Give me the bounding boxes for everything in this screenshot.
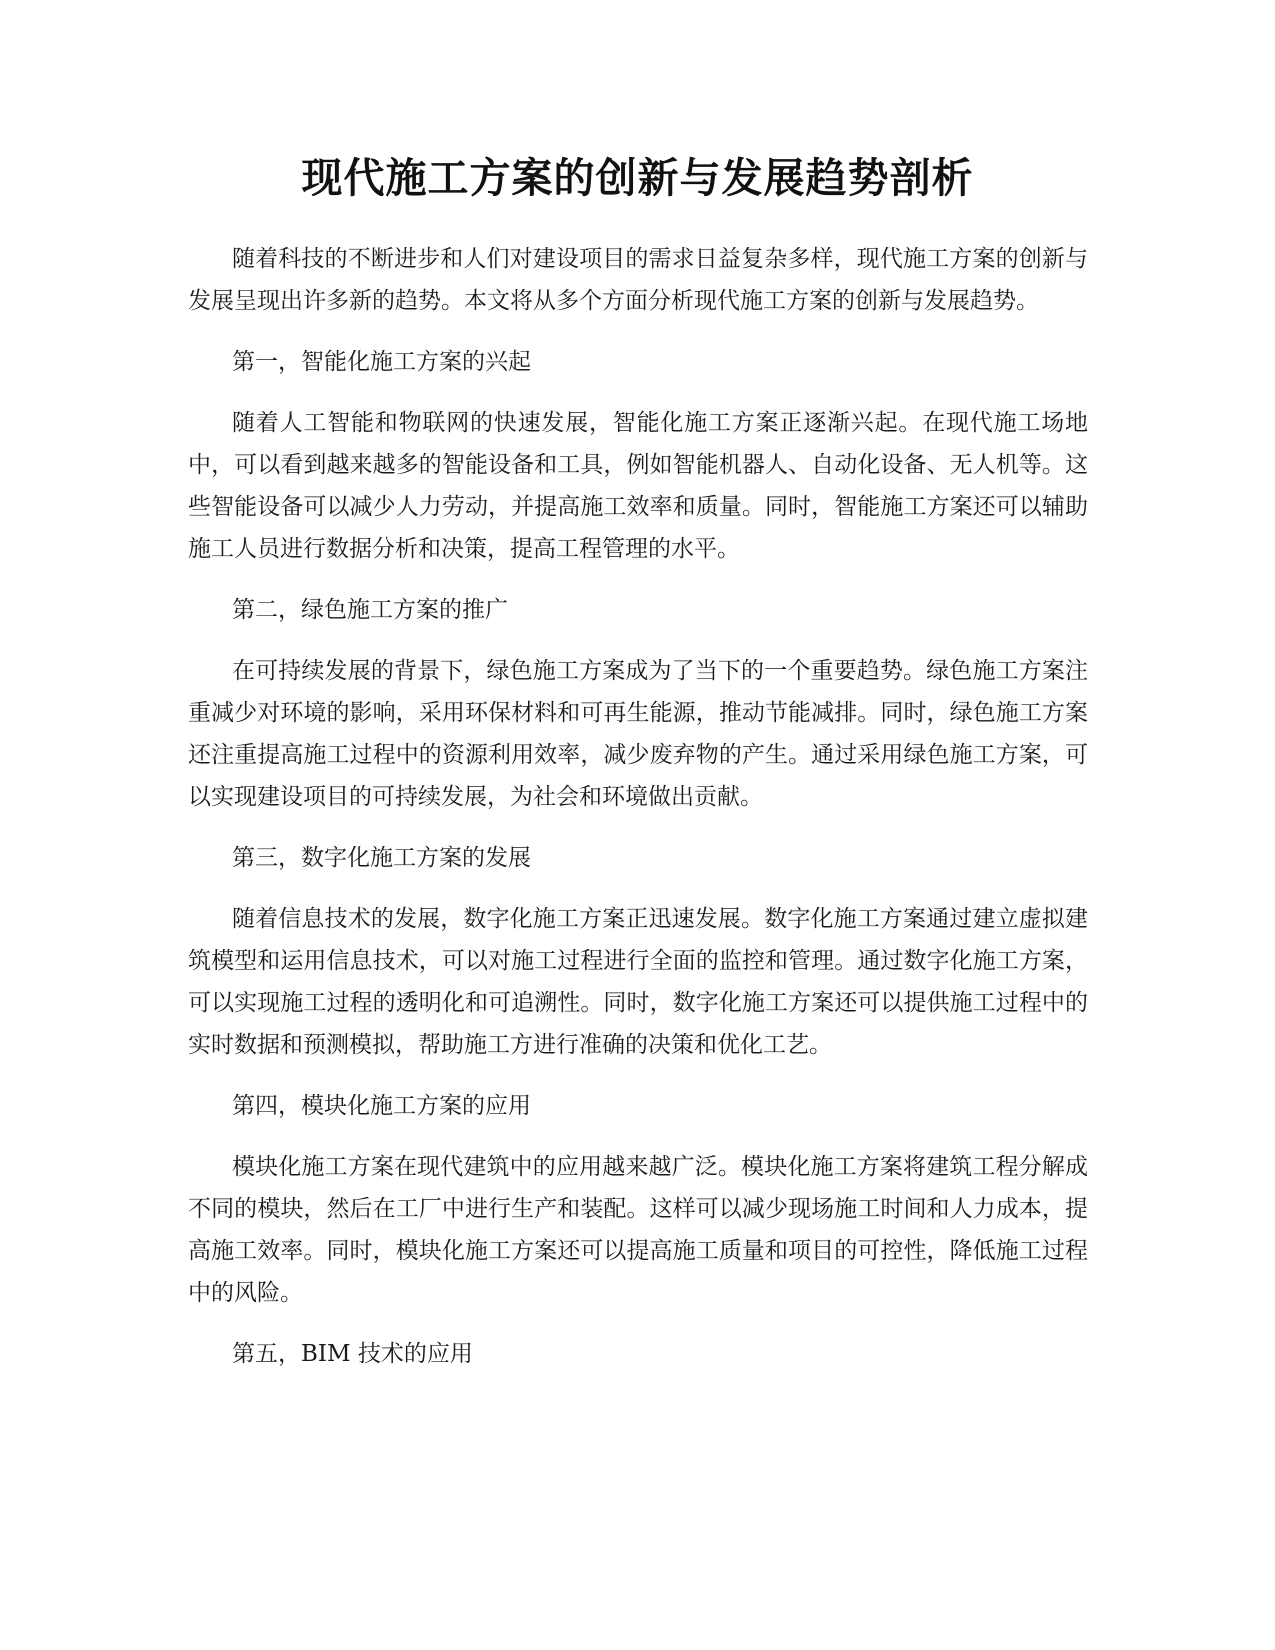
section-heading-4: 第四，模块化施工方案的应用 xyxy=(232,1093,531,1119)
intro-paragraph: 随着科技的不断进步和人们对建设项目的需求日益复杂多样，现代施工方案的创新与发展呈现出许多新的趋势。本文将从多个方面分析现代施工方案的创新与发展趋势。 xyxy=(188,246,1088,314)
section-paragraph-3: 随着信息技术的发展，数字化施工方案正迅速发展。数字化施工方案通过建立虚拟建筑模型和运用信息技术，可以对施工过程进行全面的监控和管理。通过数字化施工方案，可以实现施工过程的透明化和可追溯性。同时，数字化施工方案还可以提供施工过程中的实时数据和预测模拟，帮助施工方进行准确的决策和优化工艺。 xyxy=(188,906,1088,1058)
section-heading-1: 第一，智能化施工方案的兴起 xyxy=(232,349,531,375)
document-title: 现代施工方案的创新与发展趋势剖析 xyxy=(301,154,974,202)
document-body xyxy=(188,238,1088,1394)
section-heading-3: 第三，数字化施工方案的发展 xyxy=(232,845,531,871)
section-heading-2: 第二，绿色施工方案的推广 xyxy=(232,597,508,623)
section-paragraph-4: 模块化施工方案在现代建筑中的应用越来越广泛。模块化施工方案将建筑工程分解成不同的模块，然后在工厂中进行生产和装配。这样可以减少现场施工时间和人力成本，提高施工效率。同时，模块化施工方案还可以提高施工质量和项目的可控性，降低施工过程中的风险。 xyxy=(188,1154,1088,1306)
section-paragraph-2: 在可持续发展的背景下，绿色施工方案成为了当下的一个重要趋势。绿色施工方案注重减少对环境的影响，采用环保材料和可再生能源，推动节能减排。同时，绿色施工方案还注重提高施工过程中的资源利用效率，减少废弃物的产生。通过采用绿色施工方案，可以实现建设项目的可持续发展，为社会和环境做出贡献。 xyxy=(188,658,1088,810)
section-paragraph-1: 随着人工智能和物联网的快速发展，智能化施工方案正逐渐兴起。在现代施工场地中，可以看到越来越多的智能设备和工具，例如智能机器人、自动化设备、无人机等。这些智能设备可以减少人力劳动，并提高施工效率和质量。同时，智能施工方案还可以辅助施工人员进行数据分析和决策，提高工程管理的水平。 xyxy=(188,410,1088,562)
section-heading-5: 第五，BIM 技术的应用 xyxy=(232,1341,473,1367)
